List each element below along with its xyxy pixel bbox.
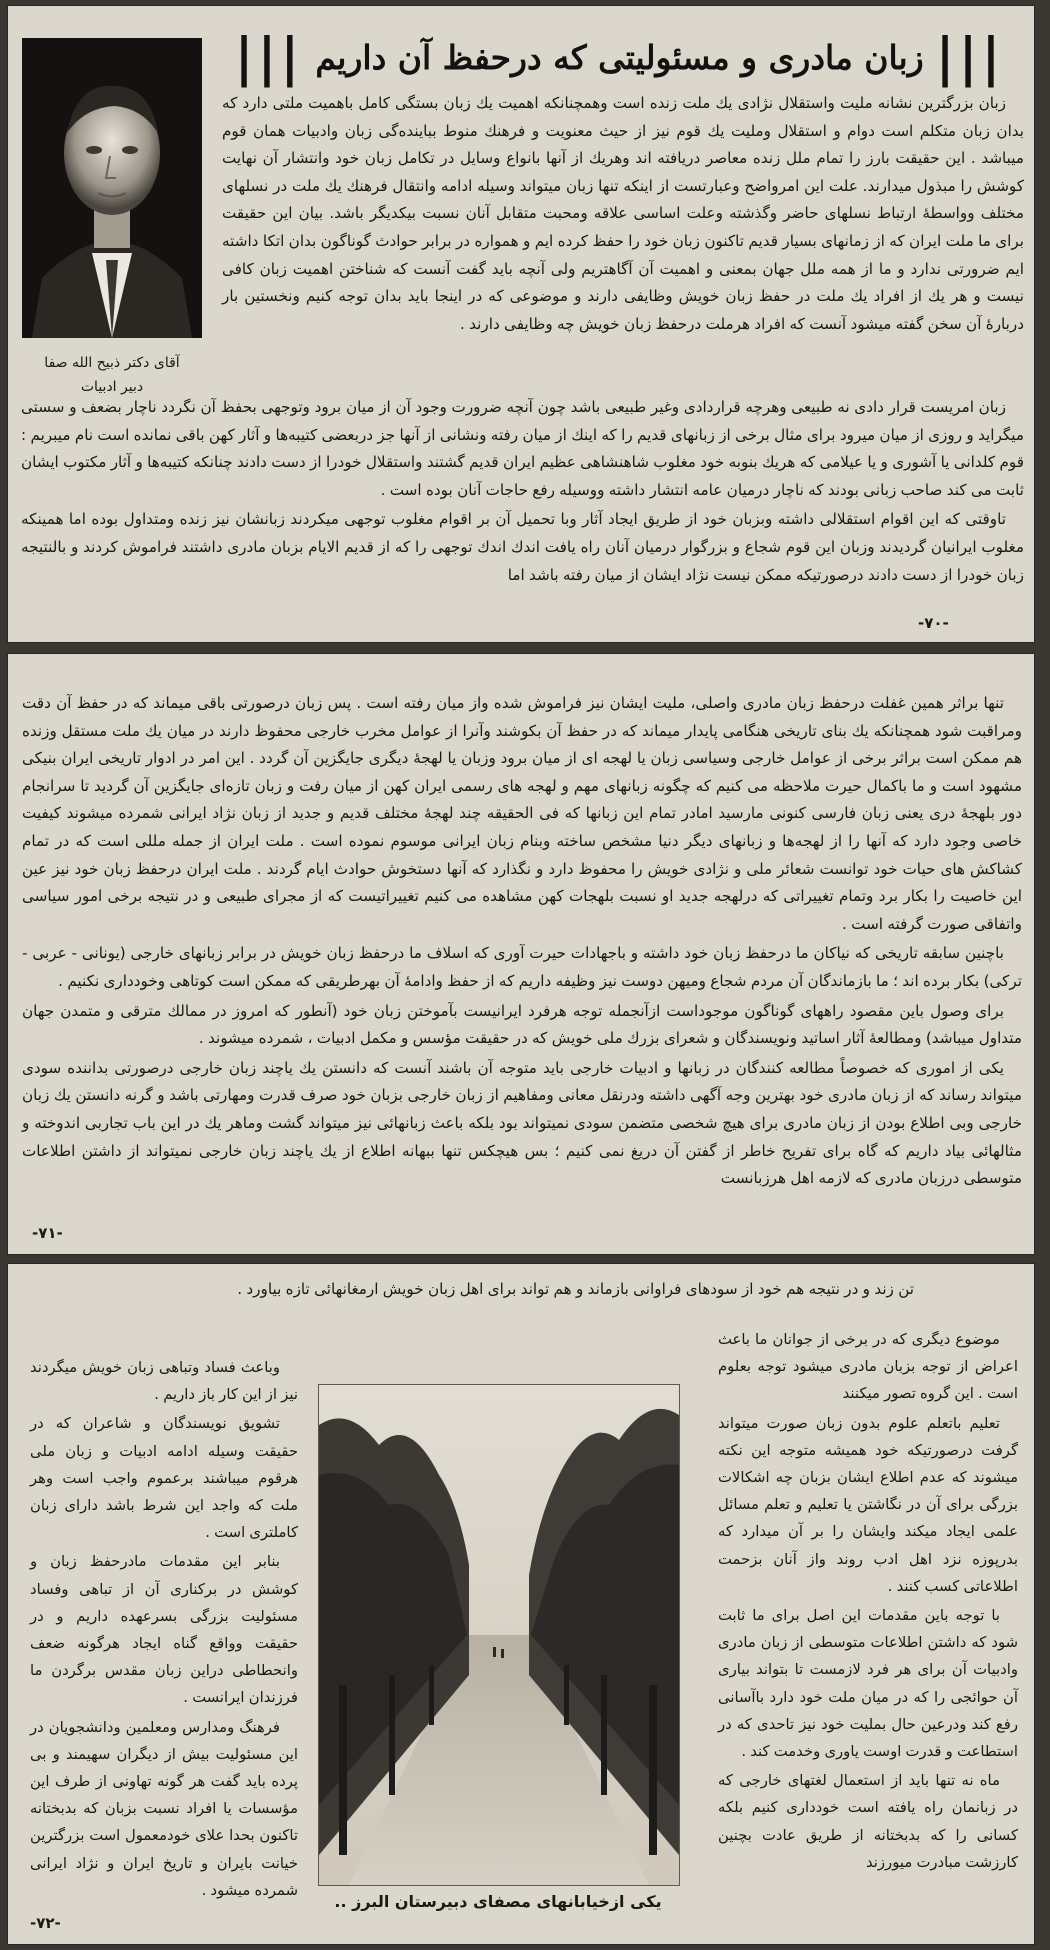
paragraph: تاوقتی که این اقوام استقلالی داشته وبزبان خود از طریق ایجاد آثار وبا تحمیل آن بر اقوام مغلوب توجهی میکردند زبانشان نیز زنده ومتداول بوده اما همینکه مغلوب ایرانیان گردیدند وزبان این قوم شجاع و بزرگوار درمیان آنان راه یافت اندك اندك توجهی را که از قدیم الایام بزبان مادری داشتند فراموش کردند و بالنتیجه زبان خودرا از دست دادند درصورتیکه ممکن نیست نژاد ایشان از میان رفته باشد اما <box>21 510 1024 584</box>
page-number: -۷۱- <box>32 1224 63 1242</box>
article-body-column <box>222 90 1024 340</box>
paragraph: تشویق نویسندگان و شاعران که در حقیقت وسیله ادامه ادبیات و زبان ملی هرقوم میباشند برعموم واجب است وهر ملت که واجد این شرط باشد دارای زبان کاملتری است . <box>30 1415 298 1542</box>
paragraph: ماه نه تنها باید از استعمال لغتهای خارجی که در زبانمان راه یافته است خودداری کنیم بلکه کسانی را که بدبختانه از طریق عادت بچنین کارزشت مبادرت میورزند <box>718 1772 1018 1871</box>
paragraph: برای وصول باین مقصود راههای گوناگون موجوداست ازآنجمله توجه هرفرد ایرانیست بآموختن زبان خود (آنطور که امروز در ممالك مترقی و متمدن جهان متداول میباشد) ومطالعهٔ آثار اساتید ونویسندگان و شعرای بزرك ملی خویش که در حقیقت مؤسس و مکمل ادبیات ، شمرده میشوند . <box>22 1001 1022 1048</box>
article-column-right <box>718 1326 1018 1878</box>
article-title: زبان مادری و مسئولیتی که درحفظ آن داریم <box>315 38 924 77</box>
paragraph: وباعث فساد وتباهی زبان خویش میگردند نیز از این کار باز داریم . <box>30 1359 298 1404</box>
portrait-caption-name: آقای دکتر ذبیح الله صفا <box>44 355 180 371</box>
portrait-caption-role: دبیر ادبیات <box>80 379 144 395</box>
portrait-caption <box>18 351 206 399</box>
article-body-full <box>21 394 1024 591</box>
paragraph: بنابر این مقدمات مادرحفظ زبان و کوشش در برکناری آن از تباهی وفساد مسئولیت بزرگی بسرعهده داریم و در حقیقت وواقع گناه ایجاد هرگونه ضعف وانحطاطی دراین زبان مقدس برگردن ما فرزندان ایرانست . <box>30 1553 298 1707</box>
page-number: -۷۲- <box>30 1914 61 1932</box>
author-portrait-image <box>22 38 202 338</box>
page-71 <box>8 654 1034 1254</box>
paragraph: زبان بزرگترین نشانه ملیت واستقلال نژادی یك ملت زنده است وهمچنانکه اهمیت یك زبان بستگی كامل باهمیت ملتی دارد که بدان زبان متکلم است دوام و استقلال وملیت یك قوم نیز از حیث معنویت و فرهنك منوط بباینده‌گی زبان وادبیات همان قوم میباشد . این حقیقت بارز را تمام ملل زنده معاصر دریافته اند وهریك از آنها بانواع وسایل در تکامل زبان خود وانتشار آن نهایت کوشش را مبذول میدارند. علت این امرواضح وعبارتست از اینکه تنها زبان میتواند وسیله ادامه وانتقال فرهنك یك ملت در نسلهای مختلف وواسطهٔ ارتباط نسلهای حاضر وگذشته وعلت اساسی علاقه ومحبت متقابل آنان نسبت بیکدیگر باشد. بیان این حقیقت برای ما ملت ایران که از زمانهای بسیار قدیم تاکنون زبان خود را حفظ کرده ایم و همواره در برابر حوادث گوناگون بدان اتکا داشته ایم ضرورتی ندارد و ما از همه ملل جهان بمعنی و اهمیت آن آگاهتریم ولی آنچه باید گفت آنست که شناختن اهمیت زبان کافی نیست و هر یك از افراد یك ملت در حفظ زبان خویش وظایفی دارند و موضوعی که در اینجا باید بدان توجه کنیم ونخستین بار دربارهٔ آن سخن گفته میشود آنست که افراد هرملت درحفظ زبان خویش چه وظایفی دارند . <box>222 94 1024 333</box>
article-body-top <box>94 1276 914 1306</box>
alborz-avenue-photo <box>318 1384 680 1886</box>
paragraph: تعلیم باتعلم علوم بدون زبان صورت میتواند گرفت درصورتیکه خود همیشه متوجه این نکته میشوند که عدم اطلاع ایشان بزبان چه اشکالات بزرگی برای آن در نگاشتن یا تعلیم و تعلم مسائل علمی ایجاد میکند وایشان را بر آن میدارد که بدرپوزه نزد اهل ادب روند واز آنان بزحمت اطلاعاتی کسب کنند . <box>718 1414 1018 1595</box>
paragraph: باچنین سابقه تاریخی که نیاکان ما درحفظ زبان خود داشته و باجهادات حیرت آوری که اسلاف ما درحفظ زبان خویش در برابر زبانهای خارجی (یونانی - عربی - ترکی) بکار برده اند ؛ ما بازماندگان آن مردم شجاع ومیهن دوست نیز وظیفه داریم که از حفظ وادامهٔ آن بهرطریقی که ممکن است کوتاهی وخودداری نکنیم . <box>22 944 1022 990</box>
paragraph: فرهنگ ومدارس ومعلمین ودانشجویان در این مسئولیت بیش از دیگران سهیمند و بی پرده باید گفت هر گونه تهاونی از طرف این مؤسسات یا افراد نسبت بزبان که بدبختانه تاکنون بحدا علای خودمعمول است بزرگترین خیانت بایران و تاریخ ایران و نژاد ایرانی شمرده میشود . <box>30 1718 298 1899</box>
article-column-left <box>30 1354 298 1906</box>
title-bars-right: ||| <box>935 27 1005 88</box>
paragraph: زبان امریست قرار دادی نه طبیعی وهرچه قراردادی وغیر طبیعی باشد چون آنچه ضرورت وجود آن از میان برود وتوجهی بحفظ آن نگردد ناچار بضعف و سستی میگراید و روزی از میان میرود برای مثال برخی از زبانهای قدیم را که اینك از میان رفته ونشانی از آنها جز دربعضی کتیبه‌ها و آثار کهن باقی نمانده است نام میبریم : قوم کلدانی یا آشوری و یا عیلامی که هریك بنوبه خود مغلوب شاهنشاهی عظیم ایران قدیم گشتند واستقلال خودرا از دست دادند چنانکه کتیبه‌ها و آثار مکتوب ایشان ثابت می کند صاحب زبانی بودند که ناچار درمیان عامه انتشار داشته ووسیله رفع حاجات آنان بوده است . <box>21 398 1024 499</box>
page-number: -۷۰- <box>918 614 949 632</box>
portrait-illustration <box>22 38 202 338</box>
paragraph: موضوع دیگری که در برخی از جوانان ما باعث اعراض از توجه بزبان مادری میشود توجه بعلوم است . این گروه تصور میکنند <box>718 1331 1018 1403</box>
paragraph: تنها براثر همین غفلت درحفظ زبان مادری واصلی، ملیت ایشان نیز فراموش شده واز میان رفته است . پس زبان درصورتی باقی میماند که در حفظ آن دقت ومراقبت شود همچنانکه یك بنای تاریخی هنگامی پایدار میماند که در حفظ آن بکوشند وآنرا از عوامل مخرب خارجی محفوظ دارند در میان یك ملت مستقل وزنده هم ممکن است براثر برخی از عوامل خارجی وسیاسی زبان یا لهجه ای از میان برود وزبان یا لهجهٔ دیگری جایگزین آن گردد . این امر در ادوار تاریخی ایران بنیکی مشهود است و ما باکمال حیرت ملاحظه می کنیم که چگونه زبانهای مهم و لهجه های رسمی ایران کهن از میان رفت و زبان تازه‌ای جایگزین آن گردید تا سرانجام دور بلهجهٔ دری یعنی زبان فارسی کنونی مارسید امادر تمام این زبانها که فی الحقیقه چند لهجهٔ مختلف قدیم و جدید از زبان نژاد ایرانی شمرده میشوند کیفیت خاصی وجود دارد که آنها را از لهجه‌ها و زبانهای دیگر دنیا مشخص ساخته وبنام زبان ایرانی موسوم نموده است . ملت ایران از جمله مللی است که در تمام کشاکش های حیات خود توانست شعائر ملی و نژادی خویش را محفوظ دارد و نگذارد که آنها دستخوش حوادث ایام گردند . ملت ایران درحفظ زبان خود نیز عین این خاصیت را بکار برد وتمام تغییراتی که درلهجه جدید او نسبت بلهجات کهن مشاهده می کنیم تغییراتیست که از مجرای طبیعی و در نتیجه برخی امور سیاسی واتفاقی صورت گرفته است . <box>22 694 1022 933</box>
page-72 <box>8 1264 1034 1944</box>
paragraph: با توجه باین مقدمات این اصل برای ما ثابت شود که داشتن اطلاعات متوسطی از زبان مادری وادبیات آن برای هر فرد لازمست تا بتواند بیاری آن حوائجی را که در میان ملت خود دارد باآسانی رفع کند ودرعین حال بملیت خود نیز تاحدی که در استطاعت و قدرت اوست یاوری وخدمت کند . <box>718 1607 1018 1761</box>
tree-lined-avenue-illustration <box>319 1385 679 1885</box>
article-body-full <box>22 690 1022 1195</box>
title-bars-left: ||| <box>234 27 304 88</box>
title-row <box>217 28 1022 88</box>
paragraph: تن زند و در نتیجه هم خود از سودهای فراوانی بازماند و هم تواند برای اهل زبان خویش ارمغانهائی تازه بیاورد . <box>237 1280 914 1298</box>
page-70 <box>8 6 1034 642</box>
paragraph: یکی از اموری که خصوصاً مطالعه کنندگان در زبانها و ادبیات خارجی باید متوجه آن باشند آنست که دانستن یك یاچند زبان خارجی درصورتی بداننده سودی میتواند رساند که از زبان مادری خود بهترین وجه آگهی داشته ودرنقل معانی ومفاهیم از زبان خارجی بزبان خود صرف قدرت ومهارتی باشد و گرنه دانستن یك زبان خارجی وبی اطلاع بودن از زبان مادری برای هیچ شخصی متضمن سودی نمیتواند بود بلکه باعث زبانهائی نیز میتواند گشت وماهر یك در این باب تجاربی اندوخته و مثالهائی بیاد داریم که گاه برای تفریح خاطر از گفتن آن دریغ نمی کنیم ؛ بس هیچکس تنها ببهانه اطلاع از یك یاچند زبان خارجی نمیتواند از داشتن اطلاعات متوسطی درزبان مادری که لازمه اهل هرزبانست <box>22 1058 1022 1188</box>
photo-caption: یکی ازخیابانهای مصفای دبیرستان البرز .. <box>334 1892 662 1911</box>
